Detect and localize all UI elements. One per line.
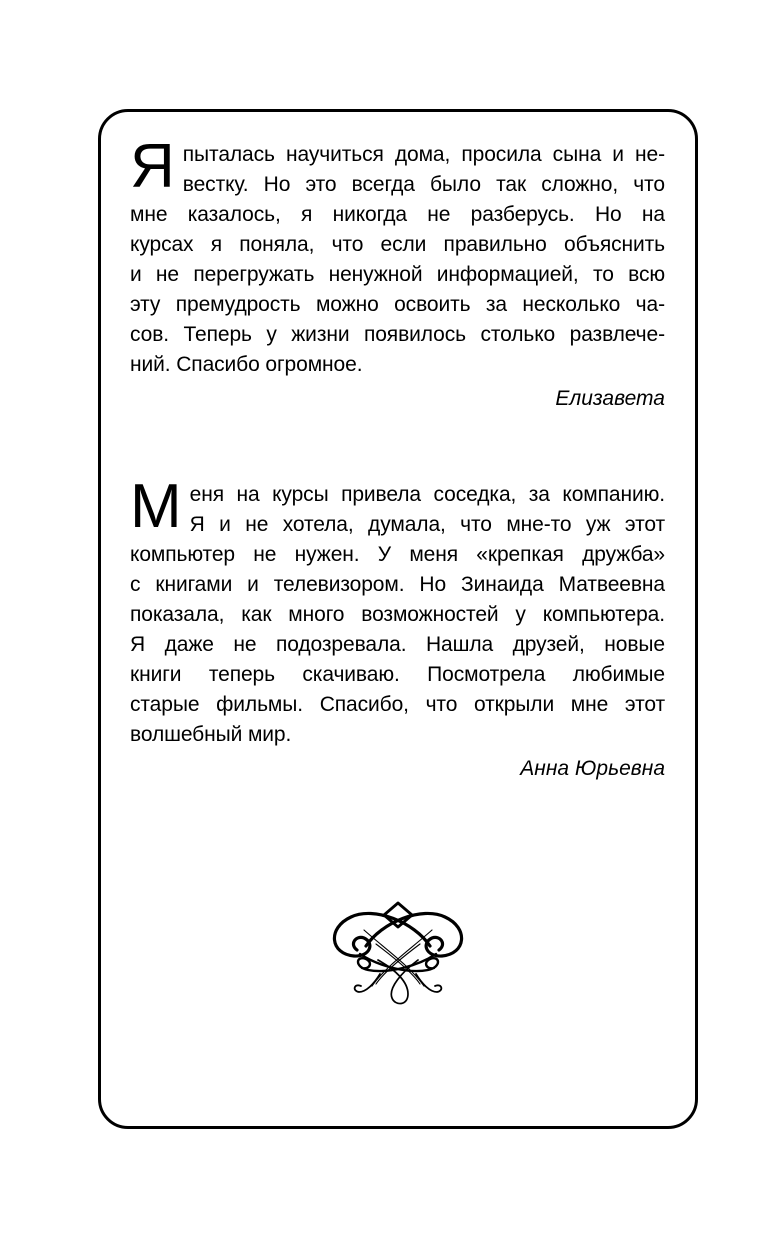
testimonial-2-line: с книгами и телевизором. Но Зинаида Матвеевна (130, 573, 665, 596)
testimonial-1-line: и не перегружать ненужной информацией, то всю (130, 263, 665, 286)
testimonial-1-line: мне казалось, я никогда не разберусь. Но на (130, 203, 665, 226)
testimonial-2-line: волшебный мир. (130, 723, 292, 746)
testimonial-2-line: книги теперь скачиваю. Посмотрела любимые (130, 663, 665, 686)
testimonial-1-line: сов. Теперь у жизни появилось столько развлече- (130, 323, 665, 346)
testimonial-2-line: компьютер не нужен. У меня «крепкая дружба» (130, 543, 665, 566)
testimonial-2-line: показала, как много возможностей у компьютера. (130, 603, 665, 626)
drop-cap-1: Я (130, 132, 175, 201)
testimonial-2-line: Я и не хотела, думала, что мне-то уж этот (189, 513, 665, 536)
testimonial-2-line: Я даже не подозревала. Нашла друзей, новые (130, 633, 665, 656)
testimonial-1-line: ний. Спасибо огромное. (130, 353, 363, 376)
testimonial-2-line: еня на курсы привела соседка, за компанию. (189, 483, 665, 506)
testimonial-1-line: вестку. Но это всегда было так сложно, что (182, 173, 665, 196)
drop-cap-2: М (130, 472, 182, 541)
testimonial-1-line: пыталась научиться дома, просила сына и не- (182, 143, 665, 166)
flourish-ornament-icon (318, 900, 478, 1010)
ornament-container (130, 900, 665, 1015)
testimonial-1-line: курсах я поняла, что если правильно объяснить (130, 233, 665, 256)
page-frame (98, 109, 698, 1129)
testimonial-2-line: старые фильмы. Спасибо, что открыли мне этот (130, 693, 665, 716)
testimonial-1-signature: Елизавета (555, 387, 665, 410)
testimonial-1 (130, 132, 665, 414)
testimonial-1-line: эту премудрость можно освоить за несколько ча- (130, 293, 665, 316)
testimonial-2-signature: Анна Юрьевна (520, 757, 665, 780)
testimonial-2 (130, 472, 665, 784)
